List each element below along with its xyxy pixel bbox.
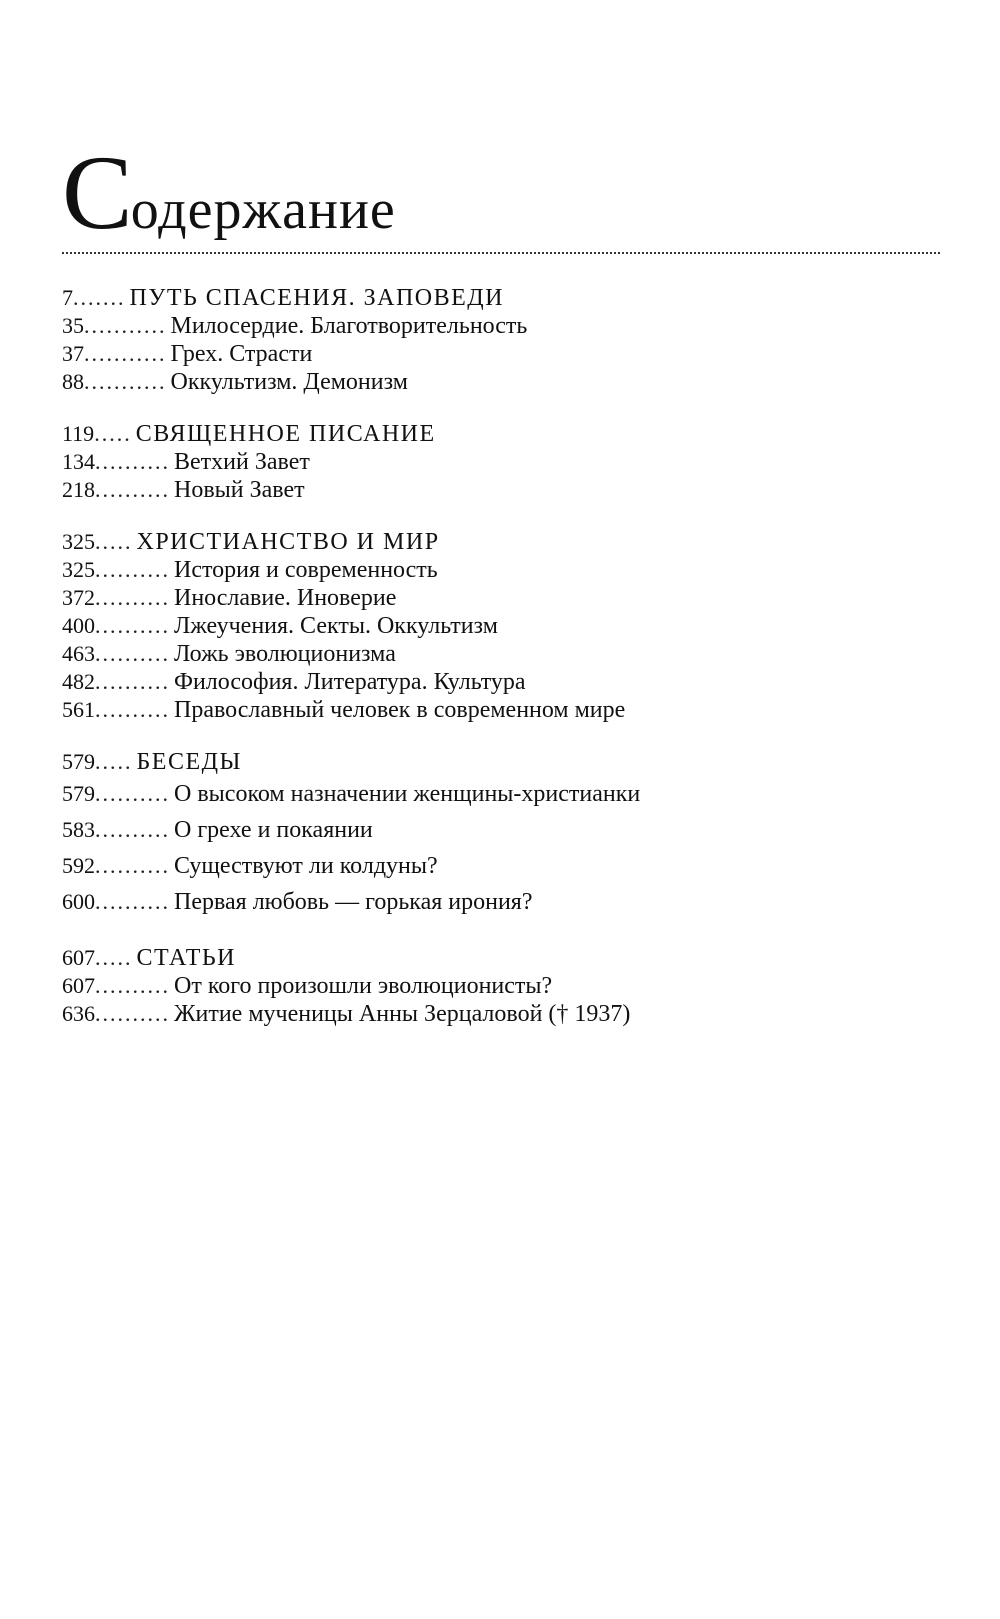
dot-leader: .......... [95, 477, 170, 502]
page-number: 636 [62, 1001, 95, 1026]
page-number: 463 [62, 641, 95, 666]
entry-title: Грех. Страсти [170, 341, 313, 367]
dotted-divider [62, 252, 940, 254]
dot-leader: ........... [84, 369, 167, 394]
dot-leader: ........... [84, 341, 167, 366]
page-number: 134 [62, 449, 95, 474]
dot-leader: .......... [95, 853, 170, 878]
dot-leader: ..... [95, 945, 133, 970]
entry-title: История и современность [174, 557, 438, 583]
toc-section [62, 420, 942, 504]
dot-leader: .......... [95, 613, 170, 638]
page-number: 325 [62, 557, 95, 582]
page-number: 600 [62, 889, 95, 914]
entry-title: Лжеучения. Секты. Оккультизм [174, 613, 498, 639]
page-number: 37 [62, 341, 84, 366]
page-number: 119 [62, 421, 95, 446]
page-number: 7 [62, 285, 73, 310]
dot-leader: ........... [84, 313, 167, 338]
toc-entry[interactable] [62, 312, 942, 340]
entry-title: Существуют ли колдуны? [174, 853, 438, 879]
page-number: 607 [62, 973, 95, 998]
entry-title: Милосердие. Благотворительность [170, 313, 528, 339]
entry-title: Инославие. Иноверие [174, 585, 397, 611]
entry-title: Житие мученицы Анны Зерцаловой († 1937) [174, 1001, 631, 1027]
toc-entry[interactable] [62, 640, 942, 668]
dot-leader: ..... [95, 749, 133, 774]
dot-leader: ....... [73, 285, 126, 310]
page-number: 579 [62, 781, 95, 806]
dot-leader: ..... [94, 421, 132, 446]
toc-section-heading[interactable] [62, 944, 942, 972]
toc-entry[interactable] [62, 448, 942, 476]
section-title: ХРИСТИАНСТВО И МИР [136, 529, 440, 555]
toc-entry[interactable] [62, 848, 942, 884]
entry-title: Философия. Литература. Культура [174, 669, 526, 695]
page-number: 583 [62, 817, 95, 842]
toc-section [62, 528, 942, 724]
entry-title: Оккультизм. Демонизм [170, 369, 408, 395]
table-of-contents [62, 284, 942, 1028]
page-number: 372 [62, 585, 95, 610]
page-number: 482 [62, 669, 95, 694]
page-number: 218 [62, 477, 95, 502]
dot-leader: .......... [95, 641, 170, 666]
contents-page [62, 134, 942, 1052]
toc-entry[interactable] [62, 340, 942, 368]
entry-title: Ложь эволюционизма [174, 641, 396, 667]
toc-entry[interactable] [62, 696, 942, 724]
entry-title: Православный человек в современном мире [174, 697, 626, 723]
entry-title: Ветхий Завет [174, 449, 310, 475]
section-title: СВЯЩЕННОЕ ПИСАНИЕ [135, 421, 436, 447]
dot-leader: .......... [95, 449, 170, 474]
dot-leader: .......... [95, 781, 170, 806]
toc-section-heading[interactable] [62, 528, 942, 556]
page-number: 400 [62, 613, 95, 638]
toc-entry[interactable] [62, 668, 942, 696]
toc-entry[interactable] [62, 476, 942, 504]
section-title: СТАТЬИ [136, 945, 236, 971]
toc-section-heading[interactable] [62, 284, 942, 312]
title-initial: С [62, 134, 131, 251]
toc-section [62, 748, 942, 920]
dot-leader: ..... [95, 529, 133, 554]
entry-title: О грехе и покаянии [174, 817, 373, 843]
toc-section-heading[interactable] [62, 420, 942, 448]
page-number: 592 [62, 853, 95, 878]
dot-leader: .......... [95, 817, 170, 842]
toc-section [62, 944, 942, 1028]
entry-title: Первая любовь — горькая ирония? [174, 889, 533, 915]
toc-section [62, 284, 942, 396]
page-title [62, 134, 942, 251]
dot-leader: .......... [95, 889, 170, 914]
page-number: 607 [62, 945, 95, 970]
toc-entry[interactable] [62, 972, 942, 1000]
dot-leader: .......... [95, 557, 170, 582]
dot-leader: .......... [95, 973, 170, 998]
toc-entry[interactable] [62, 884, 942, 920]
toc-entry[interactable] [62, 1000, 942, 1028]
toc-entry[interactable] [62, 584, 942, 612]
page-number: 561 [62, 697, 95, 722]
toc-entry[interactable] [62, 812, 942, 848]
section-title: ПУТЬ СПАСЕНИЯ. ЗАПОВЕДИ [129, 285, 504, 311]
toc-entry[interactable] [62, 556, 942, 584]
dot-leader: .......... [95, 1001, 170, 1026]
entry-title: От кого произошли эволюционисты? [174, 973, 553, 999]
toc-section-heading[interactable] [62, 748, 942, 776]
toc-entry[interactable] [62, 612, 942, 640]
page-number: 325 [62, 529, 95, 554]
section-title: БЕСЕДЫ [136, 749, 242, 775]
dot-leader: .......... [95, 697, 170, 722]
page-number: 579 [62, 749, 95, 774]
entry-title: О высоком назначении женщины-христианки [174, 781, 641, 807]
page-number: 88 [62, 369, 84, 394]
dot-leader: .......... [95, 669, 170, 694]
toc-entry[interactable] [62, 368, 942, 396]
dot-leader: .......... [95, 585, 170, 610]
entry-title: Новый Завет [174, 477, 305, 503]
page-number: 35 [62, 313, 84, 338]
toc-entry[interactable] [62, 776, 942, 812]
title-rest: одержание [130, 179, 396, 241]
